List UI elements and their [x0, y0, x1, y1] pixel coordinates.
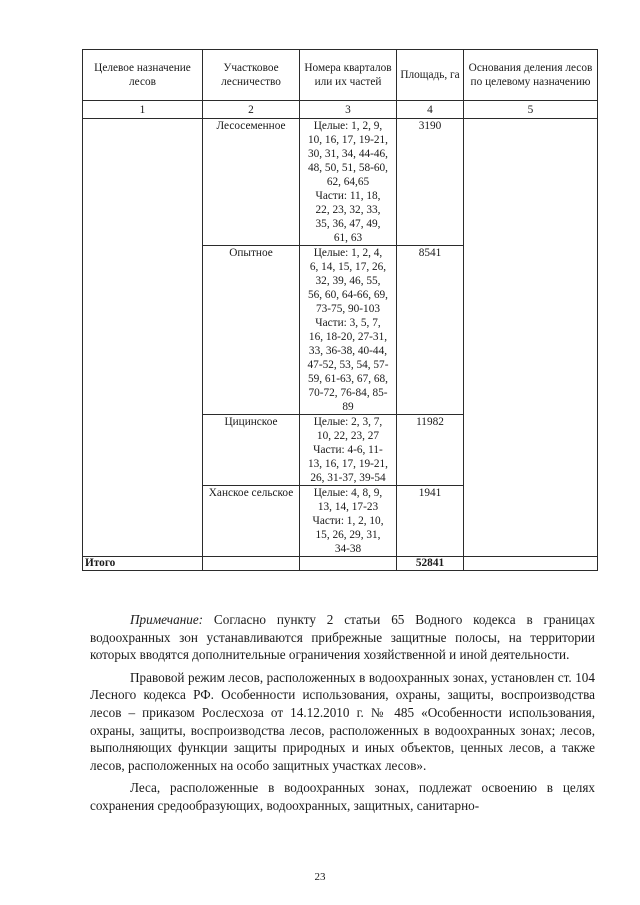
- column-number: 5: [464, 101, 598, 119]
- header-basis: Основания деления лесов по целевому назначению: [464, 50, 598, 101]
- area-cell: 11982: [397, 415, 464, 486]
- quarters-cell: [300, 486, 397, 557]
- quarters-line: 89: [342, 401, 354, 413]
- header-quarters: Номера кварталов или их частей: [300, 50, 397, 101]
- total-empty-cell: [300, 557, 397, 571]
- total-row: [83, 557, 598, 571]
- quarters-line: 73-75, 90-103: [315, 303, 380, 315]
- note-label: Примечание:: [130, 612, 204, 627]
- header-purpose: Целевое назначение лесов: [83, 50, 203, 101]
- quarters-line: Целые: 1, 2, 4,: [313, 247, 383, 259]
- quarters-line: Части: 4-6, 11-: [313, 444, 383, 456]
- quarters-line: 13, 16, 17, 19-21,: [307, 458, 389, 470]
- quarters-cell: [300, 119, 397, 246]
- total-label: Итого: [83, 557, 203, 571]
- forest-division-table: [82, 49, 598, 571]
- forests-paragraph: Леса, расположенные в водоохранных зонах, подлежат освоению в целях сохранения средообразующих, водоохранных, защитных, санитарно-: [90, 780, 595, 813]
- header-area: Площадь, га: [397, 50, 464, 101]
- quarters-line: 32, 39, 46, 55,: [315, 275, 381, 287]
- quarters-cell: [300, 415, 397, 486]
- total-empty-cell: [464, 557, 598, 571]
- note-paragraph: [90, 611, 595, 664]
- purpose-cell: [83, 119, 203, 557]
- column-number: 4: [397, 101, 464, 119]
- forestry-cell: Опытное: [203, 246, 300, 415]
- area-cell: 1941: [397, 486, 464, 557]
- quarters-line: 22, 23, 32, 33,: [315, 204, 381, 216]
- quarters-line: 59, 61-63, 67, 68,: [307, 373, 389, 385]
- header-forestry: Участковое лесничество: [203, 50, 300, 101]
- forestry-cell: Лесосеменное: [203, 119, 300, 246]
- quarters-line: 16, 18-20, 27-31,: [308, 331, 388, 343]
- forestry-cell: Цицинское: [203, 415, 300, 486]
- quarters-line: 13, 14, 17-23: [317, 501, 379, 513]
- quarters-line: Части: 1, 2, 10,: [312, 515, 384, 527]
- note-body: Согласно пункту 2 статьи 65 Водного кодекса в границах водоохранных зон устанавливаются прибрежные защитные полосы, на территории которых вводятся дополнительные ограничения хозяйственной и иной деятельности.: [90, 612, 595, 663]
- column-number: 2: [203, 101, 300, 119]
- table-row: [83, 119, 598, 246]
- quarters-line: Части: 11, 18,: [315, 190, 381, 202]
- quarters-line: 26, 31-37, 39-54: [310, 472, 386, 484]
- quarters-line: Целые: 2, 3, 7,: [313, 416, 383, 428]
- quarters-line: 48, 50, 51, 58-60,: [307, 162, 389, 174]
- quarters-line: 35, 36, 47, 49,: [315, 218, 381, 230]
- quarters-line: 30, 31, 34, 44-46,: [307, 148, 389, 160]
- quarters-line: 6, 14, 15, 17, 26,: [309, 261, 387, 273]
- quarters-line: 33, 36-38, 40-44,: [308, 345, 388, 357]
- quarters-line: Части: 3, 5, 7,: [315, 317, 381, 329]
- quarters-cell: [300, 246, 397, 415]
- page-number: 23: [314, 871, 326, 883]
- total-empty-cell: [203, 557, 300, 571]
- column-number-row: [83, 101, 598, 119]
- table-header-row: [83, 50, 598, 101]
- body-text: [90, 611, 595, 815]
- column-number: 3: [300, 101, 397, 119]
- quarters-line: Целые: 1, 2, 9,: [313, 120, 383, 132]
- quarters-line: 10, 16, 17, 19-21,: [307, 134, 389, 146]
- quarters-line: 56, 60, 64-66, 69,: [307, 289, 389, 301]
- quarters-line: 34-38: [334, 543, 362, 555]
- legal-regime-paragraph: Правовой режим лесов, расположенных в водоохранных зонах, установлен ст. 104 Лесного кодекса РФ. Особенности использования, охраны, защиты, воспроизводства лесов – приказом Рослесхоза от 14.12.2010 г. № 485 «Особенности использования, охраны, защиты, воспроизводства лесов, расположенных в водоохранных зонах; лесов, выполняющих функции защиты природных и иных объектов, ценных лесов, а также лесов, расположенных на особо защитных участках лесов».: [90, 669, 595, 773]
- quarters-line: 15, 26, 29, 31,: [315, 529, 381, 541]
- quarters-line: Целые: 4, 8, 9,: [313, 487, 383, 499]
- quarters-line: 61, 63: [333, 232, 363, 244]
- total-area: 52841: [397, 557, 464, 571]
- forestry-cell: Ханское сельское: [203, 486, 300, 557]
- quarters-line: 70-72, 76-84, 85-: [308, 387, 388, 399]
- quarters-line: 47-52, 53, 54, 57-: [307, 359, 389, 371]
- area-cell: 3190: [397, 119, 464, 246]
- column-number: 1: [83, 101, 203, 119]
- quarters-line: 62, 64,65: [326, 176, 370, 188]
- quarters-line: 10, 22, 23, 27: [316, 430, 380, 442]
- area-cell: 8541: [397, 246, 464, 415]
- basis-cell: [464, 119, 598, 557]
